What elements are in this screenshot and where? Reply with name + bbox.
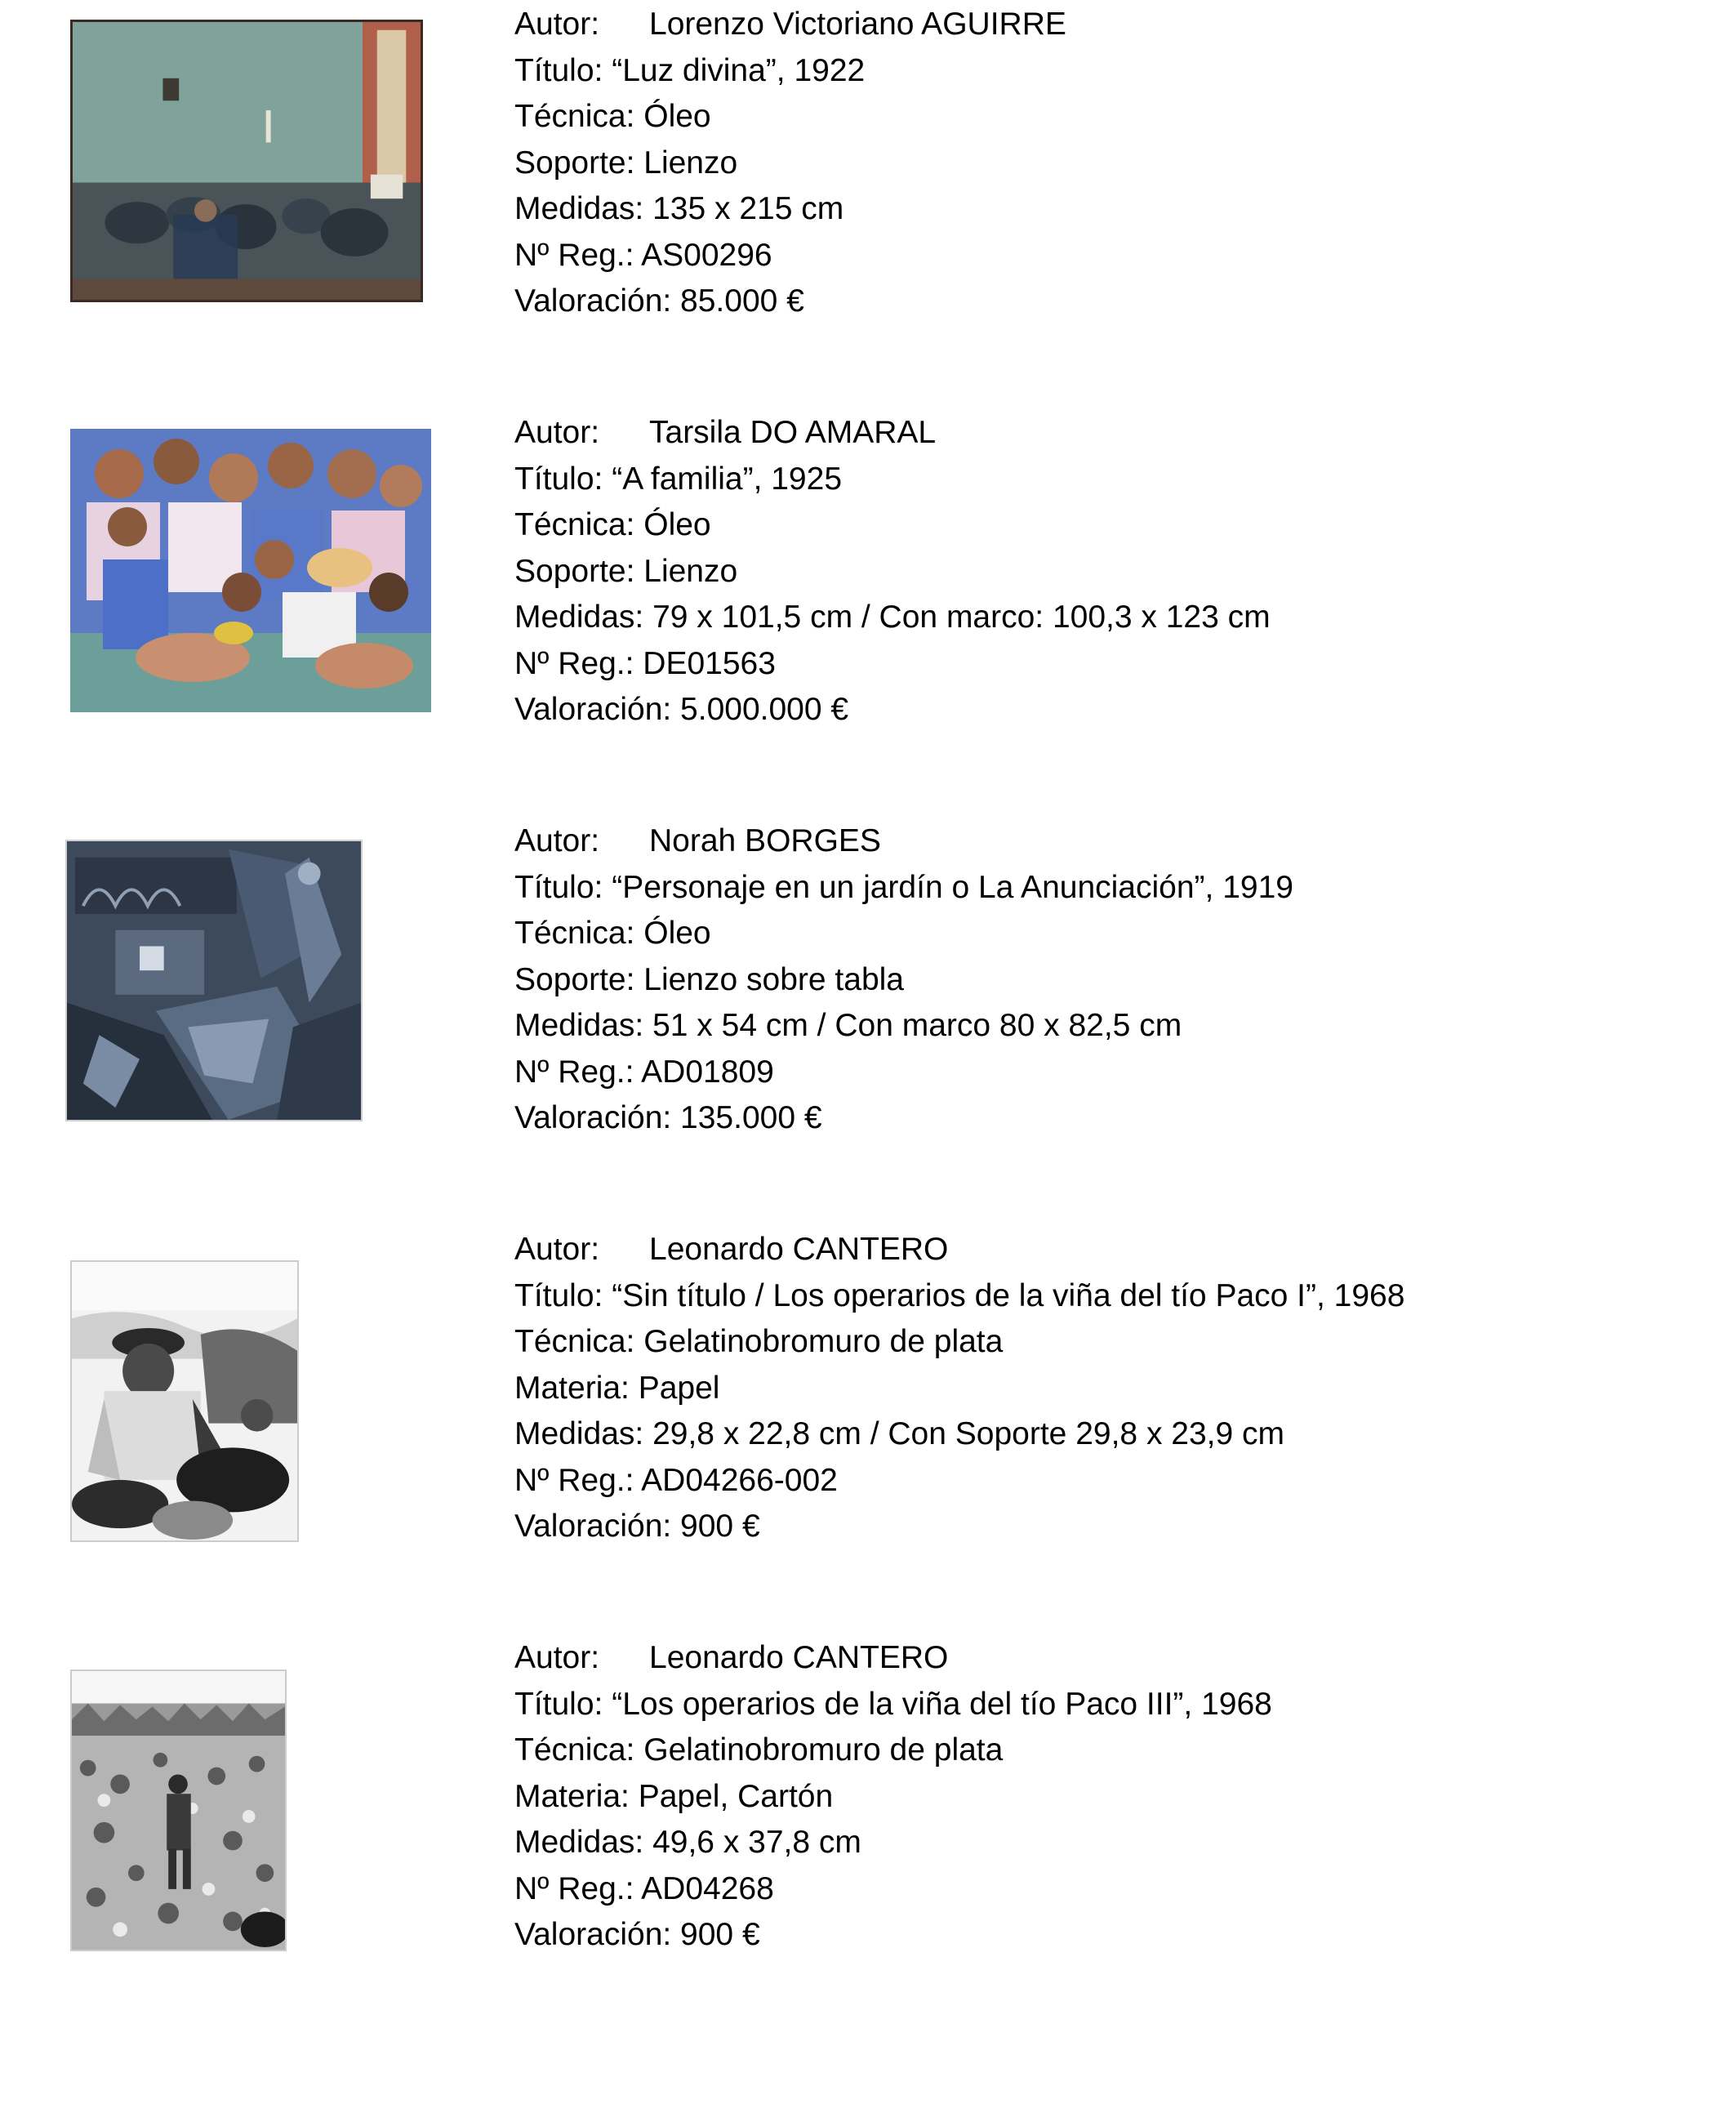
author-name: Tarsila DO AMARAL (649, 415, 937, 450)
artwork-thumbnail-a-familia (70, 429, 431, 712)
size-line: Medidas: 135 x 215 cm (514, 191, 844, 226)
size-line: Medidas: 29,8 x 22,8 cm / Con Soporte 29,8 x 23,9 cm (514, 1416, 1285, 1451)
artwork-details (514, 410, 1271, 733)
valuation-line: Valoración: 85.000 € (514, 283, 804, 319)
registration-line: Nº Reg.: DE01563 (514, 645, 776, 681)
size-line: Medidas: 79 x 101,5 cm / Con marco: 100,3 x 123 cm (514, 600, 1271, 635)
title-line: Título: “Luz divina”, 1922 (514, 52, 866, 88)
title-line: Título: “A familia”, 1925 (514, 461, 843, 497)
technique-line: Técnica: Gelatinobromuro de plata (514, 1324, 1004, 1359)
valuation-line: Valoración: 900 € (514, 1509, 760, 1544)
valuation-line: Valoración: 135.000 € (514, 1100, 822, 1135)
technique-line: Técnica: Óleo (514, 99, 711, 134)
artwork-entry-3 (0, 817, 1736, 1209)
size-line: Medidas: 49,6 x 37,8 cm (514, 1825, 861, 1860)
registration-line: Nº Reg.: AS00296 (514, 237, 772, 273)
author-label: Autor: (514, 7, 600, 42)
registration-line: Nº Reg.: AD01809 (514, 1054, 774, 1090)
author-line (514, 2, 1066, 48)
support-line: Soporte: Lienzo (514, 553, 738, 589)
author-label: Autor: (514, 1640, 600, 1675)
artwork-thumbnail-operarios-vina-i (70, 1260, 299, 1542)
author-line (514, 1227, 1404, 1273)
author-line (514, 818, 1293, 865)
support-line: Materia: Papel, Cartón (514, 1778, 834, 1814)
artwork-thumbnail-operarios-vina-iii (70, 1669, 287, 1951)
author-label: Autor: (514, 823, 600, 858)
author-name: Leonardo CANTERO (649, 1640, 949, 1675)
technique-line: Técnica: Óleo (514, 916, 711, 951)
author-name: Norah BORGES (649, 823, 881, 858)
author-label: Autor: (514, 1232, 600, 1267)
author-line (514, 1635, 1272, 1682)
author-name: Lorenzo Victoriano AGUIRRE (649, 7, 1066, 42)
technique-line: Técnica: Óleo (514, 507, 711, 542)
title-line: Título: “Sin título / Los operarios de la viña del tío Paco I”, 1968 (514, 1277, 1405, 1313)
artwork-entry-2 (0, 408, 1736, 800)
registration-line: Nº Reg.: AD04268 (514, 1870, 774, 1906)
artwork-details (514, 1227, 1404, 1550)
valuation-line: Valoración: 5.000.000 € (514, 692, 849, 727)
author-line (514, 410, 1271, 457)
artwork-entry-5 (0, 1634, 1736, 2026)
artwork-thumbnail-luz-divina (70, 20, 423, 302)
author-name: Leonardo CANTERO (649, 1232, 949, 1267)
artwork-details (514, 1635, 1272, 1959)
valuation-line: Valoración: 900 € (514, 1917, 760, 1952)
artwork-details (514, 818, 1293, 1142)
artwork-details (514, 2, 1066, 325)
support-line: Soporte: Lienzo sobre tabla (514, 961, 904, 997)
size-line: Medidas: 51 x 54 cm / Con marco 80 x 82,5 cm (514, 1008, 1182, 1043)
technique-line: Técnica: Gelatinobromuro de plata (514, 1732, 1004, 1768)
artwork-entry-1 (0, 0, 1736, 392)
author-label: Autor: (514, 415, 600, 450)
artwork-entry-4 (0, 1225, 1736, 1617)
support-line: Soporte: Lienzo (514, 145, 738, 181)
title-line: Título: “Los operarios de la viña del tío Paco III”, 1968 (514, 1686, 1272, 1722)
registration-line: Nº Reg.: AD04266-002 (514, 1462, 838, 1498)
title-line: Título: “Personaje en un jardín o La Anunciación”, 1919 (514, 869, 1293, 905)
artwork-thumbnail-personaje-en-un-jardin (65, 840, 363, 1121)
support-line: Materia: Papel (514, 1370, 720, 1406)
